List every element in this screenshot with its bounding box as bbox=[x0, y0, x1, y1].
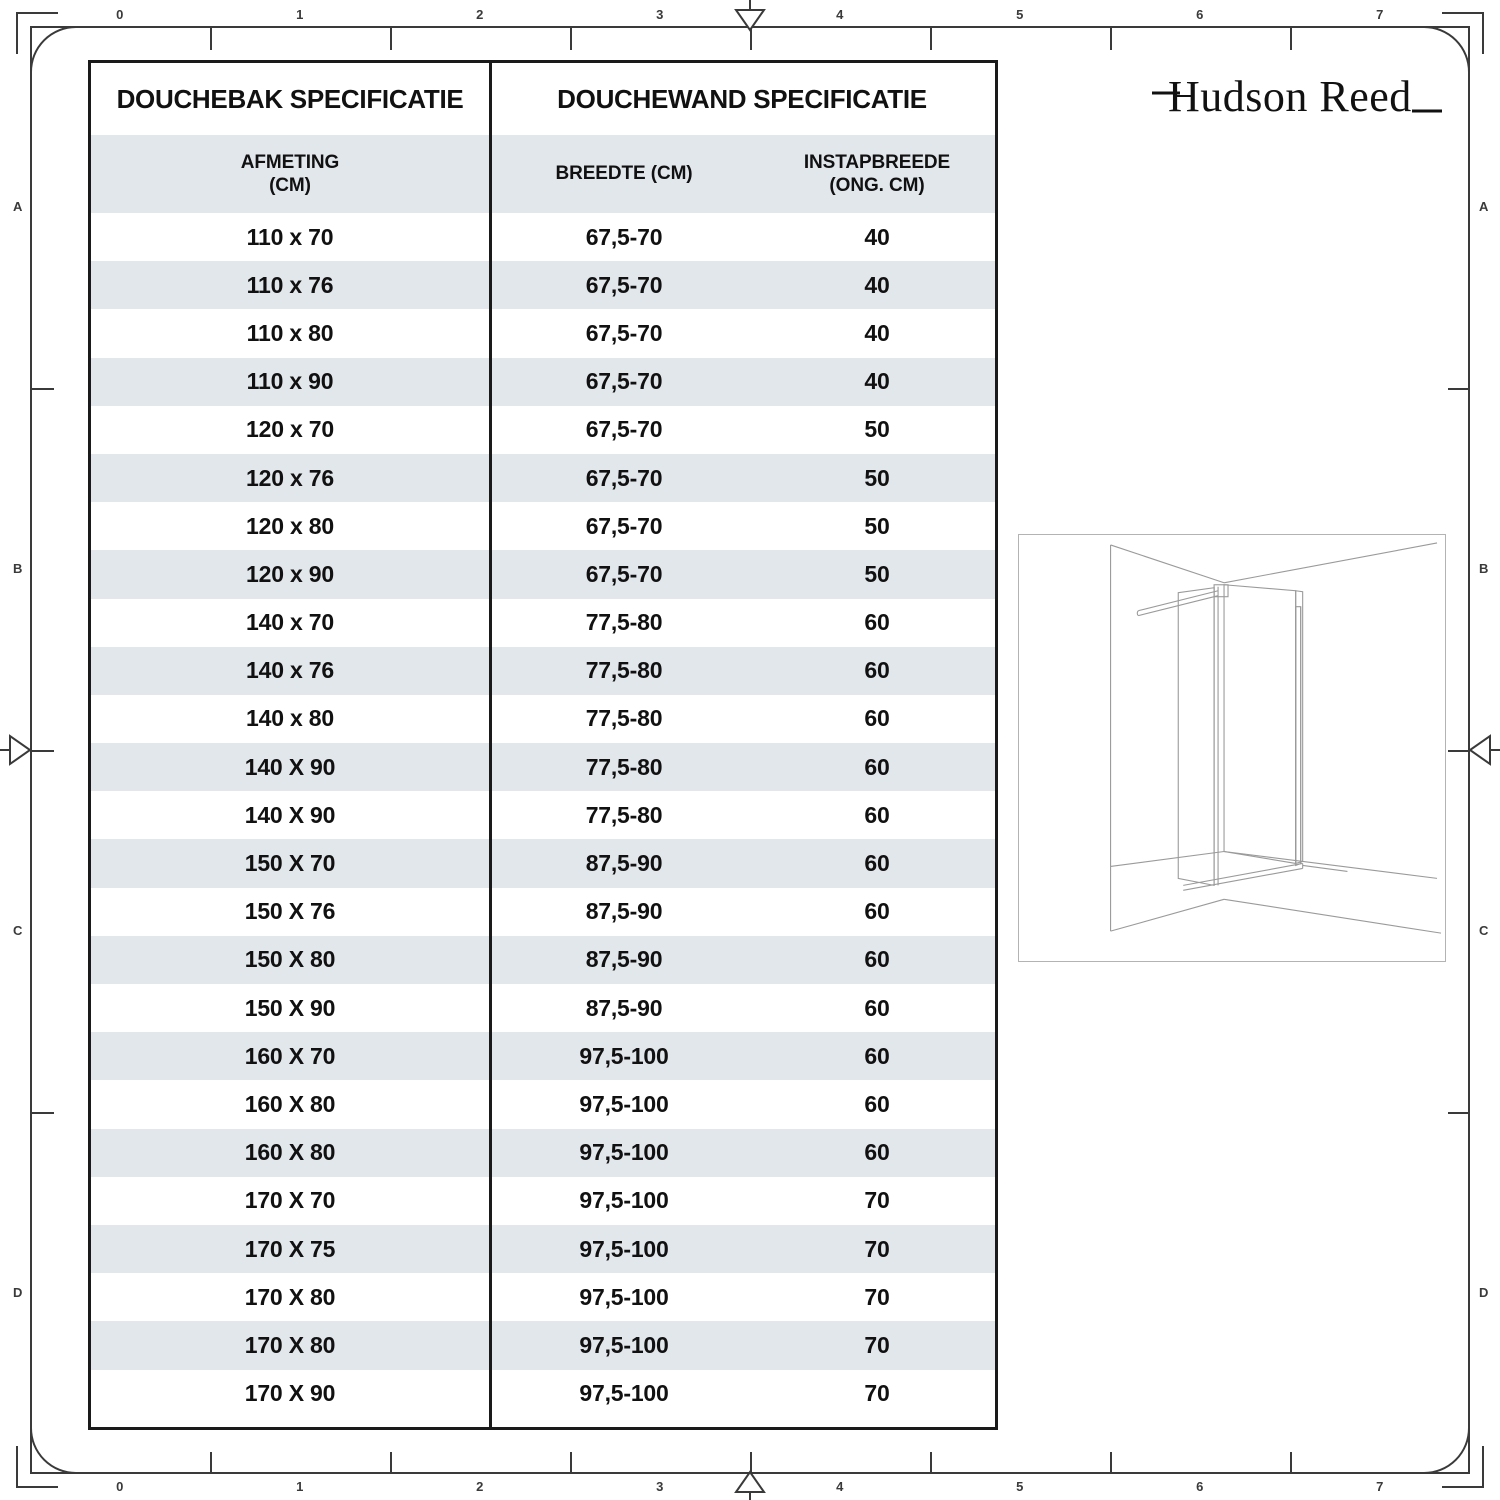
cell-afmeting: 110 x 70 bbox=[246, 223, 334, 250]
cell-breedte: 87,5-90 bbox=[585, 850, 663, 877]
cell-afmeting: 150 X 76 bbox=[244, 898, 336, 925]
cell-afmeting: 110 x 76 bbox=[246, 271, 334, 298]
cell-breedte: 97,5-100 bbox=[579, 1042, 669, 1069]
ruler-tick-top bbox=[210, 28, 212, 50]
cell-afmeting: 140 x 76 bbox=[246, 657, 334, 684]
cell-instapbreede: 40 bbox=[864, 319, 890, 346]
column-header-afmeting-line2: (CM) bbox=[269, 175, 311, 196]
cell-instapbreede: 70 bbox=[864, 1235, 890, 1262]
zone-label-top: 0 bbox=[116, 7, 124, 22]
cell-instapbreede: 60 bbox=[864, 994, 890, 1021]
zone-label-top: 6 bbox=[1196, 7, 1204, 22]
zone-label-bottom: 5 bbox=[1016, 1479, 1024, 1494]
zone-label-top: 5 bbox=[1016, 7, 1024, 22]
ruler-tick-top bbox=[1110, 28, 1112, 50]
ruler-tick-top bbox=[1290, 28, 1292, 50]
zone-label-top: 3 bbox=[656, 7, 664, 22]
zone-label-top: 4 bbox=[836, 7, 844, 22]
table-row bbox=[91, 309, 995, 357]
zone-label-top: 1 bbox=[296, 7, 304, 22]
cell-breedte: 77,5-80 bbox=[585, 801, 663, 828]
center-mark-left-triangle-right bbox=[1466, 728, 1500, 772]
ruler-tick-left bbox=[32, 750, 54, 752]
table-row bbox=[91, 599, 995, 647]
table-row bbox=[91, 936, 995, 984]
column-header-instapbreede-line1: INSTAPBREEDE bbox=[803, 151, 951, 173]
zone-label-right: A bbox=[1479, 199, 1489, 214]
table-subheader-row bbox=[91, 135, 995, 213]
corner-bracket-bottom-left bbox=[16, 1446, 58, 1488]
cell-instapbreede: 70 bbox=[864, 1380, 890, 1407]
ruler-tick-bottom bbox=[1290, 1452, 1292, 1474]
cell-afmeting: 140 x 80 bbox=[246, 705, 334, 732]
table-row bbox=[91, 1177, 995, 1225]
brand-wordmark: Hudson Reed bbox=[1168, 72, 1412, 121]
cell-breedte: 67,5-70 bbox=[585, 416, 663, 443]
ruler-tick-bottom bbox=[390, 1452, 392, 1474]
cell-afmeting: 150 X 90 bbox=[244, 994, 336, 1021]
cell-instapbreede: 40 bbox=[864, 271, 890, 298]
zone-label-bottom: 7 bbox=[1376, 1479, 1384, 1494]
table-row bbox=[91, 261, 995, 309]
column-header-instapbreede-line2: (ONG. CM) bbox=[829, 175, 925, 196]
cell-afmeting: 140 X 90 bbox=[244, 753, 336, 780]
ruler-tick-top bbox=[930, 28, 932, 50]
cell-breedte: 67,5-70 bbox=[585, 319, 663, 346]
zone-label-left: D bbox=[13, 1285, 23, 1300]
table-title-row bbox=[91, 63, 995, 135]
cell-afmeting: 140 X 90 bbox=[244, 801, 336, 828]
cell-breedte: 97,5-100 bbox=[579, 1090, 669, 1117]
cell-breedte: 67,5-70 bbox=[585, 271, 663, 298]
table-row bbox=[91, 550, 995, 598]
hudson-reed-logo bbox=[1150, 68, 1450, 130]
column-header-instapbreede bbox=[759, 135, 995, 213]
zone-label-top: 2 bbox=[476, 7, 484, 22]
cell-afmeting: 170 X 70 bbox=[244, 1187, 336, 1214]
cell-breedte: 97,5-100 bbox=[579, 1235, 669, 1262]
cell-instapbreede: 60 bbox=[864, 850, 890, 877]
ruler-tick-bottom bbox=[930, 1452, 932, 1474]
table-row bbox=[91, 647, 995, 695]
table-row bbox=[91, 1080, 995, 1128]
table-body bbox=[91, 213, 995, 1418]
table-title-douchewand: DOUCHEWAND SPECIFICATIE bbox=[557, 83, 927, 114]
corner-bracket-bottom-right bbox=[1442, 1446, 1484, 1488]
cell-breedte: 87,5-90 bbox=[585, 994, 663, 1021]
cell-afmeting: 170 X 80 bbox=[244, 1331, 336, 1358]
table-row bbox=[91, 1273, 995, 1321]
zone-label-bottom: 0 bbox=[116, 1479, 124, 1494]
product-illustration-walk-in-shower bbox=[1018, 534, 1446, 962]
column-header-afmeting-line1: AFMETING bbox=[240, 151, 340, 173]
cell-instapbreede: 60 bbox=[864, 753, 890, 780]
cell-breedte: 87,5-90 bbox=[585, 898, 663, 925]
center-mark-up-triangle-bottom bbox=[728, 1466, 772, 1500]
cell-breedte: 97,5-100 bbox=[579, 1139, 669, 1166]
shower-screen-drawing bbox=[1019, 535, 1445, 961]
zone-label-top: 7 bbox=[1376, 7, 1384, 22]
table-row bbox=[91, 1225, 995, 1273]
cell-breedte: 97,5-100 bbox=[579, 1331, 669, 1358]
cell-afmeting: 170 X 90 bbox=[244, 1380, 336, 1407]
cell-instapbreede: 60 bbox=[864, 1042, 890, 1069]
center-mark-down-triangle-top bbox=[728, 0, 772, 34]
cell-afmeting: 150 X 80 bbox=[244, 946, 336, 973]
zone-label-bottom: 4 bbox=[836, 1479, 844, 1494]
cell-instapbreede: 40 bbox=[864, 368, 890, 395]
zone-label-bottom: 3 bbox=[656, 1479, 664, 1494]
cell-instapbreede: 50 bbox=[864, 464, 890, 491]
table-row bbox=[91, 984, 995, 1032]
cell-instapbreede: 60 bbox=[864, 1090, 890, 1117]
table-row bbox=[91, 695, 995, 743]
cell-afmeting: 170 X 80 bbox=[244, 1283, 336, 1310]
table-row bbox=[91, 213, 995, 261]
zone-label-bottom: 2 bbox=[476, 1479, 484, 1494]
table-row bbox=[91, 888, 995, 936]
ruler-tick-top bbox=[390, 28, 392, 50]
corner-bracket-top-left bbox=[16, 12, 58, 54]
table-row bbox=[91, 1129, 995, 1177]
cell-breedte: 77,5-80 bbox=[585, 753, 663, 780]
cell-afmeting: 160 X 80 bbox=[244, 1090, 336, 1117]
cell-breedte: 77,5-80 bbox=[585, 657, 663, 684]
cell-afmeting: 110 x 80 bbox=[246, 319, 334, 346]
zone-label-bottom: 1 bbox=[296, 1479, 304, 1494]
ruler-tick-bottom bbox=[210, 1452, 212, 1474]
cell-breedte: 67,5-70 bbox=[585, 560, 663, 587]
ruler-tick-bottom bbox=[1110, 1452, 1112, 1474]
cell-afmeting: 120 x 80 bbox=[246, 512, 334, 539]
ruler-tick-left bbox=[32, 388, 54, 390]
cell-instapbreede: 70 bbox=[864, 1187, 890, 1214]
cell-afmeting: 120 x 90 bbox=[246, 560, 334, 587]
cell-afmeting: 160 X 70 bbox=[244, 1042, 336, 1069]
cell-instapbreede: 40 bbox=[864, 223, 890, 250]
table-row bbox=[91, 454, 995, 502]
ruler-tick-right bbox=[1448, 1112, 1470, 1114]
cell-breedte: 77,5-80 bbox=[585, 705, 663, 732]
cell-instapbreede: 60 bbox=[864, 801, 890, 828]
cell-afmeting: 140 x 70 bbox=[246, 609, 334, 636]
zone-label-right: B bbox=[1479, 561, 1489, 576]
cell-instapbreede: 50 bbox=[864, 416, 890, 443]
ruler-tick-top bbox=[570, 28, 572, 50]
cell-afmeting: 120 x 76 bbox=[246, 464, 334, 491]
cell-afmeting: 150 X 70 bbox=[244, 850, 336, 877]
cell-breedte: 97,5-100 bbox=[579, 1283, 669, 1310]
cell-instapbreede: 70 bbox=[864, 1283, 890, 1310]
cell-afmeting: 160 X 80 bbox=[244, 1139, 336, 1166]
zone-label-bottom: 6 bbox=[1196, 1479, 1204, 1494]
center-mark-right-triangle-left bbox=[0, 728, 34, 772]
cell-instapbreede: 60 bbox=[864, 898, 890, 925]
table-row bbox=[91, 791, 995, 839]
cell-breedte: 97,5-100 bbox=[579, 1187, 669, 1214]
cell-breedte: 67,5-70 bbox=[585, 464, 663, 491]
zone-label-left: A bbox=[13, 199, 23, 214]
ruler-tick-left bbox=[32, 1112, 54, 1114]
table-row bbox=[91, 839, 995, 887]
table-row bbox=[91, 406, 995, 454]
cell-afmeting: 120 x 70 bbox=[246, 416, 334, 443]
table-row bbox=[91, 358, 995, 406]
cell-instapbreede: 60 bbox=[864, 705, 890, 732]
cell-instapbreede: 50 bbox=[864, 560, 890, 587]
cell-breedte: 87,5-90 bbox=[585, 946, 663, 973]
cell-instapbreede: 60 bbox=[864, 946, 890, 973]
cell-instapbreede: 50 bbox=[864, 512, 890, 539]
cell-breedte: 67,5-70 bbox=[585, 512, 663, 539]
table-title-douchebak: DOUCHEBAK SPECIFICATIE bbox=[116, 83, 464, 114]
cell-breedte: 97,5-100 bbox=[579, 1380, 669, 1407]
ruler-tick-bottom bbox=[570, 1452, 572, 1474]
table-row bbox=[91, 1321, 995, 1369]
cell-afmeting: 170 X 75 bbox=[244, 1235, 336, 1262]
cell-instapbreede: 60 bbox=[864, 657, 890, 684]
table-row bbox=[91, 743, 995, 791]
cell-instapbreede: 60 bbox=[864, 609, 890, 636]
specification-table bbox=[88, 60, 998, 1430]
zone-label-left: C bbox=[13, 923, 23, 938]
zone-label-left: B bbox=[13, 561, 23, 576]
cell-instapbreede: 60 bbox=[864, 1139, 890, 1166]
column-header-afmeting bbox=[91, 135, 489, 213]
zone-label-right: C bbox=[1479, 923, 1489, 938]
cell-breedte: 77,5-80 bbox=[585, 609, 663, 636]
table-column-divider bbox=[489, 63, 492, 1427]
table-row bbox=[91, 502, 995, 550]
corner-bracket-top-right bbox=[1442, 12, 1484, 54]
cell-breedte: 67,5-70 bbox=[585, 223, 663, 250]
table-row bbox=[91, 1370, 995, 1418]
cell-instapbreede: 70 bbox=[864, 1331, 890, 1358]
ruler-tick-right bbox=[1448, 388, 1470, 390]
column-header-breedte: BREEDTE (CM) bbox=[555, 163, 693, 185]
cell-afmeting: 110 x 90 bbox=[246, 368, 334, 395]
zone-label-right: D bbox=[1479, 1285, 1489, 1300]
cell-breedte: 67,5-70 bbox=[585, 368, 663, 395]
table-row bbox=[91, 1032, 995, 1080]
